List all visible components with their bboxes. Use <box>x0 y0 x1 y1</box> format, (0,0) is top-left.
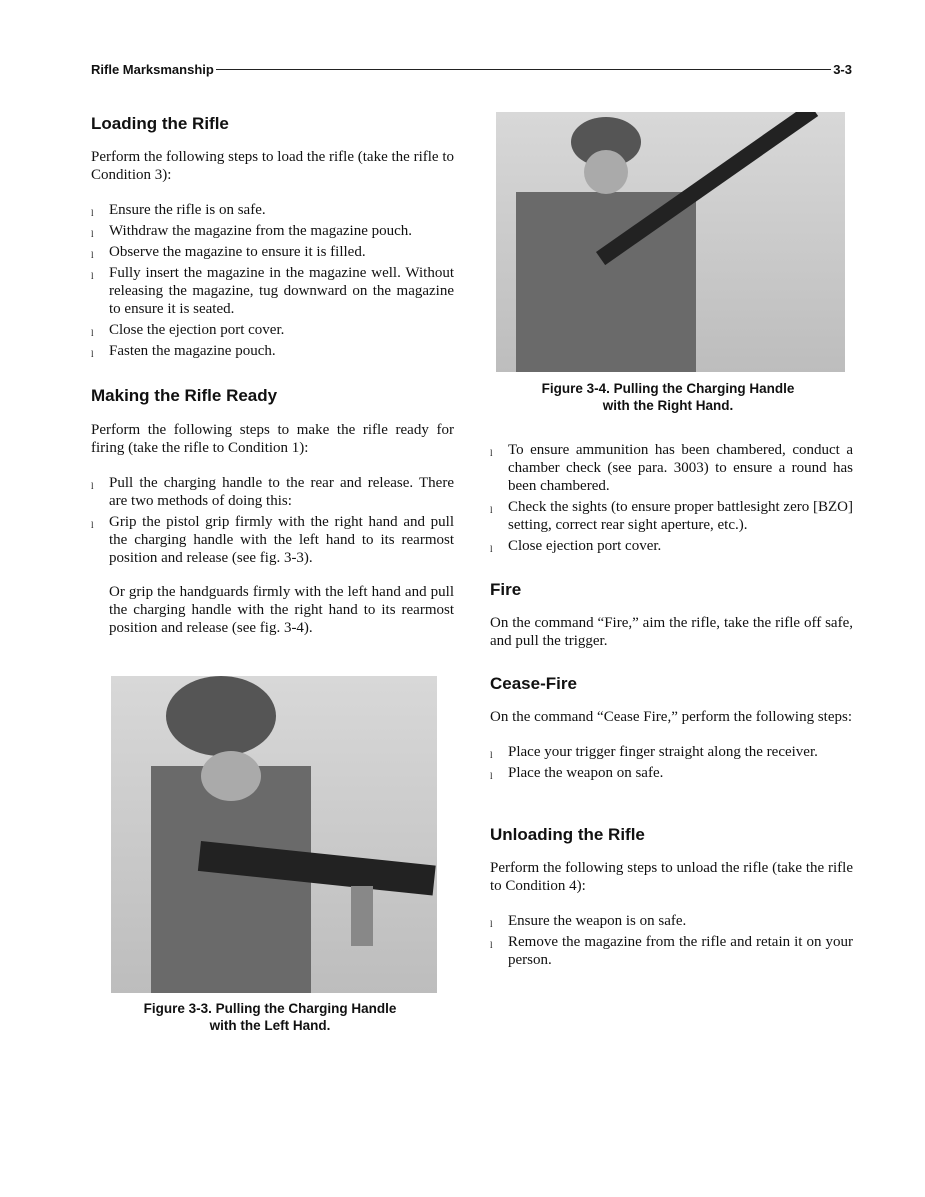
list-item <box>91 243 454 261</box>
ready-steps <box>91 474 454 567</box>
list-item <box>91 264 454 318</box>
list-item <box>490 933 853 969</box>
figure-3-4-caption <box>496 380 840 414</box>
bullet: l <box>91 349 94 359</box>
bullet: l <box>490 544 493 554</box>
cease-fire-text: On the command “Cease Fire,” perform the following steps: <box>490 709 852 725</box>
bullet: l <box>490 750 493 760</box>
header-title: Rifle Marksmanship <box>91 61 214 77</box>
step-text: Pull the charging handle to the rear and release. There are two methods of doing this: <box>109 475 454 509</box>
caption-line: with the Right Hand. <box>602 398 734 413</box>
step-text: Withdraw the magazine from the magazine pouch. <box>109 223 413 239</box>
list-item <box>490 912 853 930</box>
loading-steps <box>91 201 454 360</box>
list-item <box>490 764 853 782</box>
bullet: l <box>91 328 94 338</box>
step-text: Close ejection port cover. <box>508 538 662 554</box>
bullet: l <box>490 919 493 929</box>
step-text: Place the weapon on safe. <box>508 765 664 781</box>
figure-3-3-photo <box>111 676 437 993</box>
header-rule <box>216 69 831 70</box>
bullet: l <box>490 940 493 950</box>
fire-text: On the command “Fire,” aim the rifle, take the rifle off safe, and pull the trigger. <box>490 615 853 649</box>
ready-intro: Perform the following steps to make the rifle ready for firing (take the rifle to Condition 1): <box>91 422 454 456</box>
bullet: l <box>490 505 493 515</box>
list-item <box>91 474 454 510</box>
step-text: Ensure the weapon is on safe. <box>508 913 687 929</box>
page-number: 3-3 <box>833 61 852 77</box>
running-header <box>91 60 852 78</box>
step-text: To ensure ammunition has been chambered, conduct a chamber check (see para. 3003) to ensure a round has been chambered. <box>508 442 853 494</box>
section-cease-fire <box>490 674 853 785</box>
step-text: Observe the magazine to ensure it is filled. <box>109 244 366 260</box>
bullet: l <box>91 481 94 491</box>
heading-cease-fire: Cease-Fire <box>490 674 577 693</box>
section-ready <box>91 386 454 637</box>
bullet: l <box>91 271 94 281</box>
heading-fire: Fire <box>490 580 522 599</box>
step-text: Place your trigger finger straight along the receiver. <box>508 744 818 760</box>
section-unloading <box>490 825 853 972</box>
caption-line: Figure 3-3. Pulling the Charging Handle <box>143 1001 397 1016</box>
bullet: l <box>490 448 493 458</box>
step-text: Fully insert the magazine in the magazine well. Without releasing the magazine, tug downward on the magazine to ensure it is seated. <box>109 265 454 317</box>
section-fire <box>490 580 853 650</box>
step-text: Grip the pistol grip firmly with the right hand and pull the charging handle with the left hand to its rearmost position and release (see fig. 3-3). <box>109 514 454 566</box>
list-item <box>490 537 853 555</box>
list-item <box>490 743 853 761</box>
step-text: Ensure the rifle is on safe. <box>109 202 266 218</box>
loading-intro: Perform the following steps to load the rifle (take the rifle to Condition 3): <box>91 149 454 183</box>
heading-unloading: Unloading the Rifle <box>490 825 645 844</box>
step-text: Check the sights (to ensure proper battlesight zero [BZO] setting, correct rear sight aperture, etc.). <box>508 499 853 533</box>
list-item <box>490 441 853 495</box>
figure-3-3-caption <box>111 1000 429 1034</box>
caption-line: Figure 3-4. Pulling the Charging Handle <box>541 381 795 396</box>
step-text: Close the ejection port cover. <box>109 322 285 338</box>
step-text: Fasten the magazine pouch. <box>109 343 276 359</box>
list-item <box>91 342 454 360</box>
bullet: l <box>91 520 94 530</box>
list-item <box>91 321 454 339</box>
figure-3-4-photo <box>496 112 845 372</box>
ready-steps-continued <box>490 441 853 558</box>
ready-alternative: Or grip the handguards firmly with the left hand and pull the charging handle with the right hand to its rearmost position and release (see fig. 3-4). <box>109 584 454 636</box>
bullet: l <box>91 208 94 218</box>
heading-ready: Making the Rifle Ready <box>91 386 278 405</box>
step-text: Remove the magazine from the rifle and retain it on your person. <box>508 934 853 968</box>
unloading-intro: Perform the following steps to unload the rifle (take the rifle to Condition 4): <box>490 860 853 894</box>
list-item <box>490 498 853 534</box>
heading-loading: Loading the Rifle <box>91 114 229 133</box>
section-loading <box>91 114 454 363</box>
soldier-rifle-image <box>496 112 845 372</box>
bullet: l <box>490 771 493 781</box>
list-item <box>91 201 454 219</box>
soldier-rifle-image <box>111 676 437 993</box>
list-item <box>91 222 454 240</box>
list-item <box>91 513 454 567</box>
caption-line: with the Left Hand. <box>209 1018 331 1033</box>
bullet: l <box>91 250 94 260</box>
bullet: l <box>91 229 94 239</box>
